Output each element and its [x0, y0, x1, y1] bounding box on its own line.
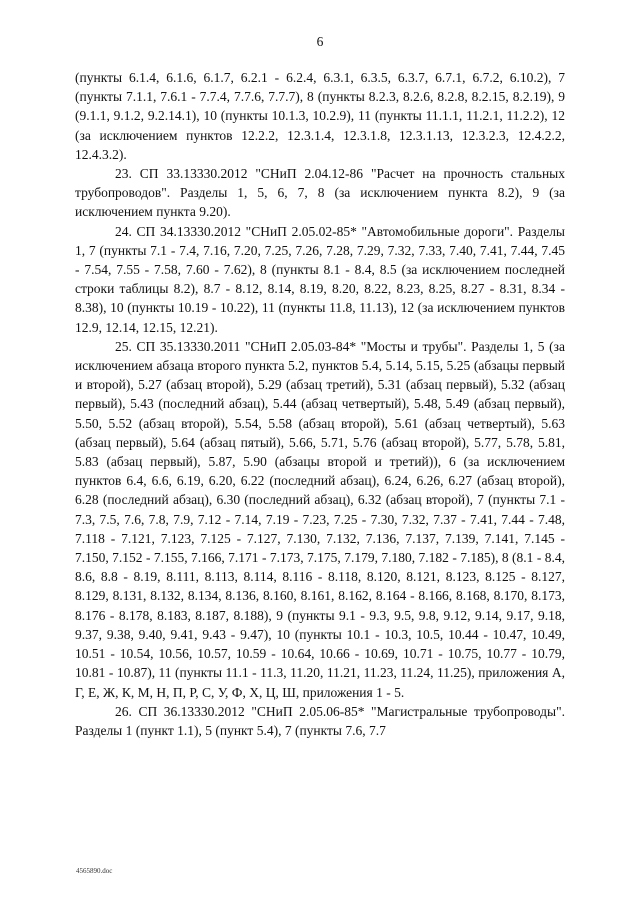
footer-filename: 4565890.doc	[76, 867, 113, 875]
paragraph-item-25: 25. СП 35.13330.2011 "СНиП 2.05.03-84* "Мосты и трубы". Разделы 1, 5 (за исключением абзаца второго пункта 5.2, пунктов 5.4, 5.14, 5.15, 5.25 (абзацы первый и второй), 5.27 (абзац второй), 5.29 (абзац третий), 5.31 (абзац первый), 5.32 (абзац первый), 5.43 (последний абзац), 5.44 (абзац четвертый), 5.48, 5.49 (абзац первый), 5.50, 5.52 (абзац второй), 5.54, 5.58 (абзац второй), 5.61 (абзац четвертый), 5.63 (абзац первый), 5.64 (абзац пятый), 5.66, 5.71, 5.76 (абзац второй), 5.77, 5.78, 5.81, 5.83 (абзац первый), 5.87, 5.90 (абзацы второй и третий)), 6 (за исключением пунктов 6.4, 6.6, 6.19, 6.20, 6.22 (последний абзац), 6.24, 6.26, 6.27 (абзац второй), 6.28 (последний абзац), 6.30 (последний абзац), 6.32 (абзац второй), 7 (пункты 7.1 - 7.3, 7.5, 7.6, 7.8, 7.9, 7.12 - 7.14, 7.19 - 7.23, 7.25 - 7.30, 7.32, 7.37 - 7.41, 7.44 - 7.48, 7.118 - 7.121, 7.123, 7.125 - 7.127, 7.130, 7.132, 7.136, 7.137, 7.139, 7.141, 7.145 - 7.150, 7.152 - 7.155, 7.166, 7.171 - 7.173, 7.175, 7.179, 7.180, 7.182 - 7.185), 8 (8.1 - 8.4, 8.6, 8.8 - 8.19, 8.111, 8.113, 8.114, 8.116 - 8.118, 8.120, 8.121, 8.123, 8.125 - 8.127, 8.129, 8.131, 8.132, 8.134, 8.136, 8.160, 8.161, 8.162, 8.164 - 8.166, 8.168, 8.170, 8.173, 8.176 - 8.178, 8.183, 8.187, 8.188), 9 (пункты 9.1 - 9.3, 9.5, 9.8, 9.12, 9.14, 9.17, 9.18, 9.37, 9.38, 9.40, 9.41, 9.43 - 9.47), 10 (пункты 10.1 - 10.3, 10.5, 10.44 - 10.47, 10.49, 10.51 - 10.54, 10.56, 10.57, 10.59 - 10.64, 10.66 - 10.69, 10.71 - 10.75, 10.77 - 10.79, 10.81 - 10.87), 11 (пункты 11.1 - 11.3, 11.20, 11.21, 11.23, 11.24, 11.25), приложения А, Г, Е, Ж, К, М, Н, П, Р, С, У, Ф, Х, Ц, Ш, приложения 1 - 5.	[75, 338, 565, 700]
page-number: 6	[316, 34, 324, 49]
paragraph-item-23: 23. СП 33.13330.2012 "СНиП 2.04.12-86 "Расчет на прочность стальных трубопроводов". Разделы 1, 5, 6, 7, 8 (за исключением пункта 8.2), 9 (за исключением пункта 9.20).	[75, 166, 565, 220]
paragraph-item-24: 24. СП 34.13330.2012 "СНиП 2.05.02-85* "Автомобильные дороги". Разделы 1, 7 (пункты 7.1 - 7.4, 7.16, 7.20, 7.25, 7.26, 7.28, 7.29, 7.32, 7.33, 7.40, 7.41, 7.44, 7.45 - 7.54, 7.55 - 7.58, 7.60 - 7.62), 8 (пункты 8.1 - 8.4, 8.5 (за исключением последней строки таблицы 8.2), 8.7 - 8.12, 8.14, 8.19, 8.20, 8.22, 8.23, 8.25, 8.27 - 8.31, 8.34 - 8.38), 10 (пункты 10.19 - 10.22), 11 (пункты 11.8, 11.13), 12 (за исключением пунктов 12.9, 12.14, 12.15, 12.21).	[75, 223, 565, 335]
document-body	[75, 68, 565, 740]
paragraph-item-26: 26. СП 36.13330.2012 "СНиП 2.05.06-85* "Магистральные трубопроводы". Разделы 1 (пункт 1.1), 5 (пункт 5.4), 7 (пункты 7.6, 7.7	[75, 703, 565, 738]
paragraph-continuation: (пункты 6.1.4, 6.1.6, 6.1.7, 6.2.1 - 6.2.4, 6.3.1, 6.3.5, 6.3.7, 6.7.1, 6.7.2, 6.10.2), 7 (пункты 7.1.1, 7.6.1 - 7.7.4, 7.7.6, 7.7.7), 8 (пункты 8.2.3, 8.2.6, 8.2.8, 8.2.15, 8.2.19), 9 (9.1.1, 9.1.2, 9.2.14.1), 10 (пункты 10.1.3, 10.2.9), 11 (пункты 11.1.1, 11.2.1, 11.2.2), 12 (за исключением пунктов 12.2.2, 12.3.1.4, 12.3.1.8, 12.3.1.13, 12.3.2.3, 12.4.2.2, 12.4.3.2).	[75, 70, 565, 162]
